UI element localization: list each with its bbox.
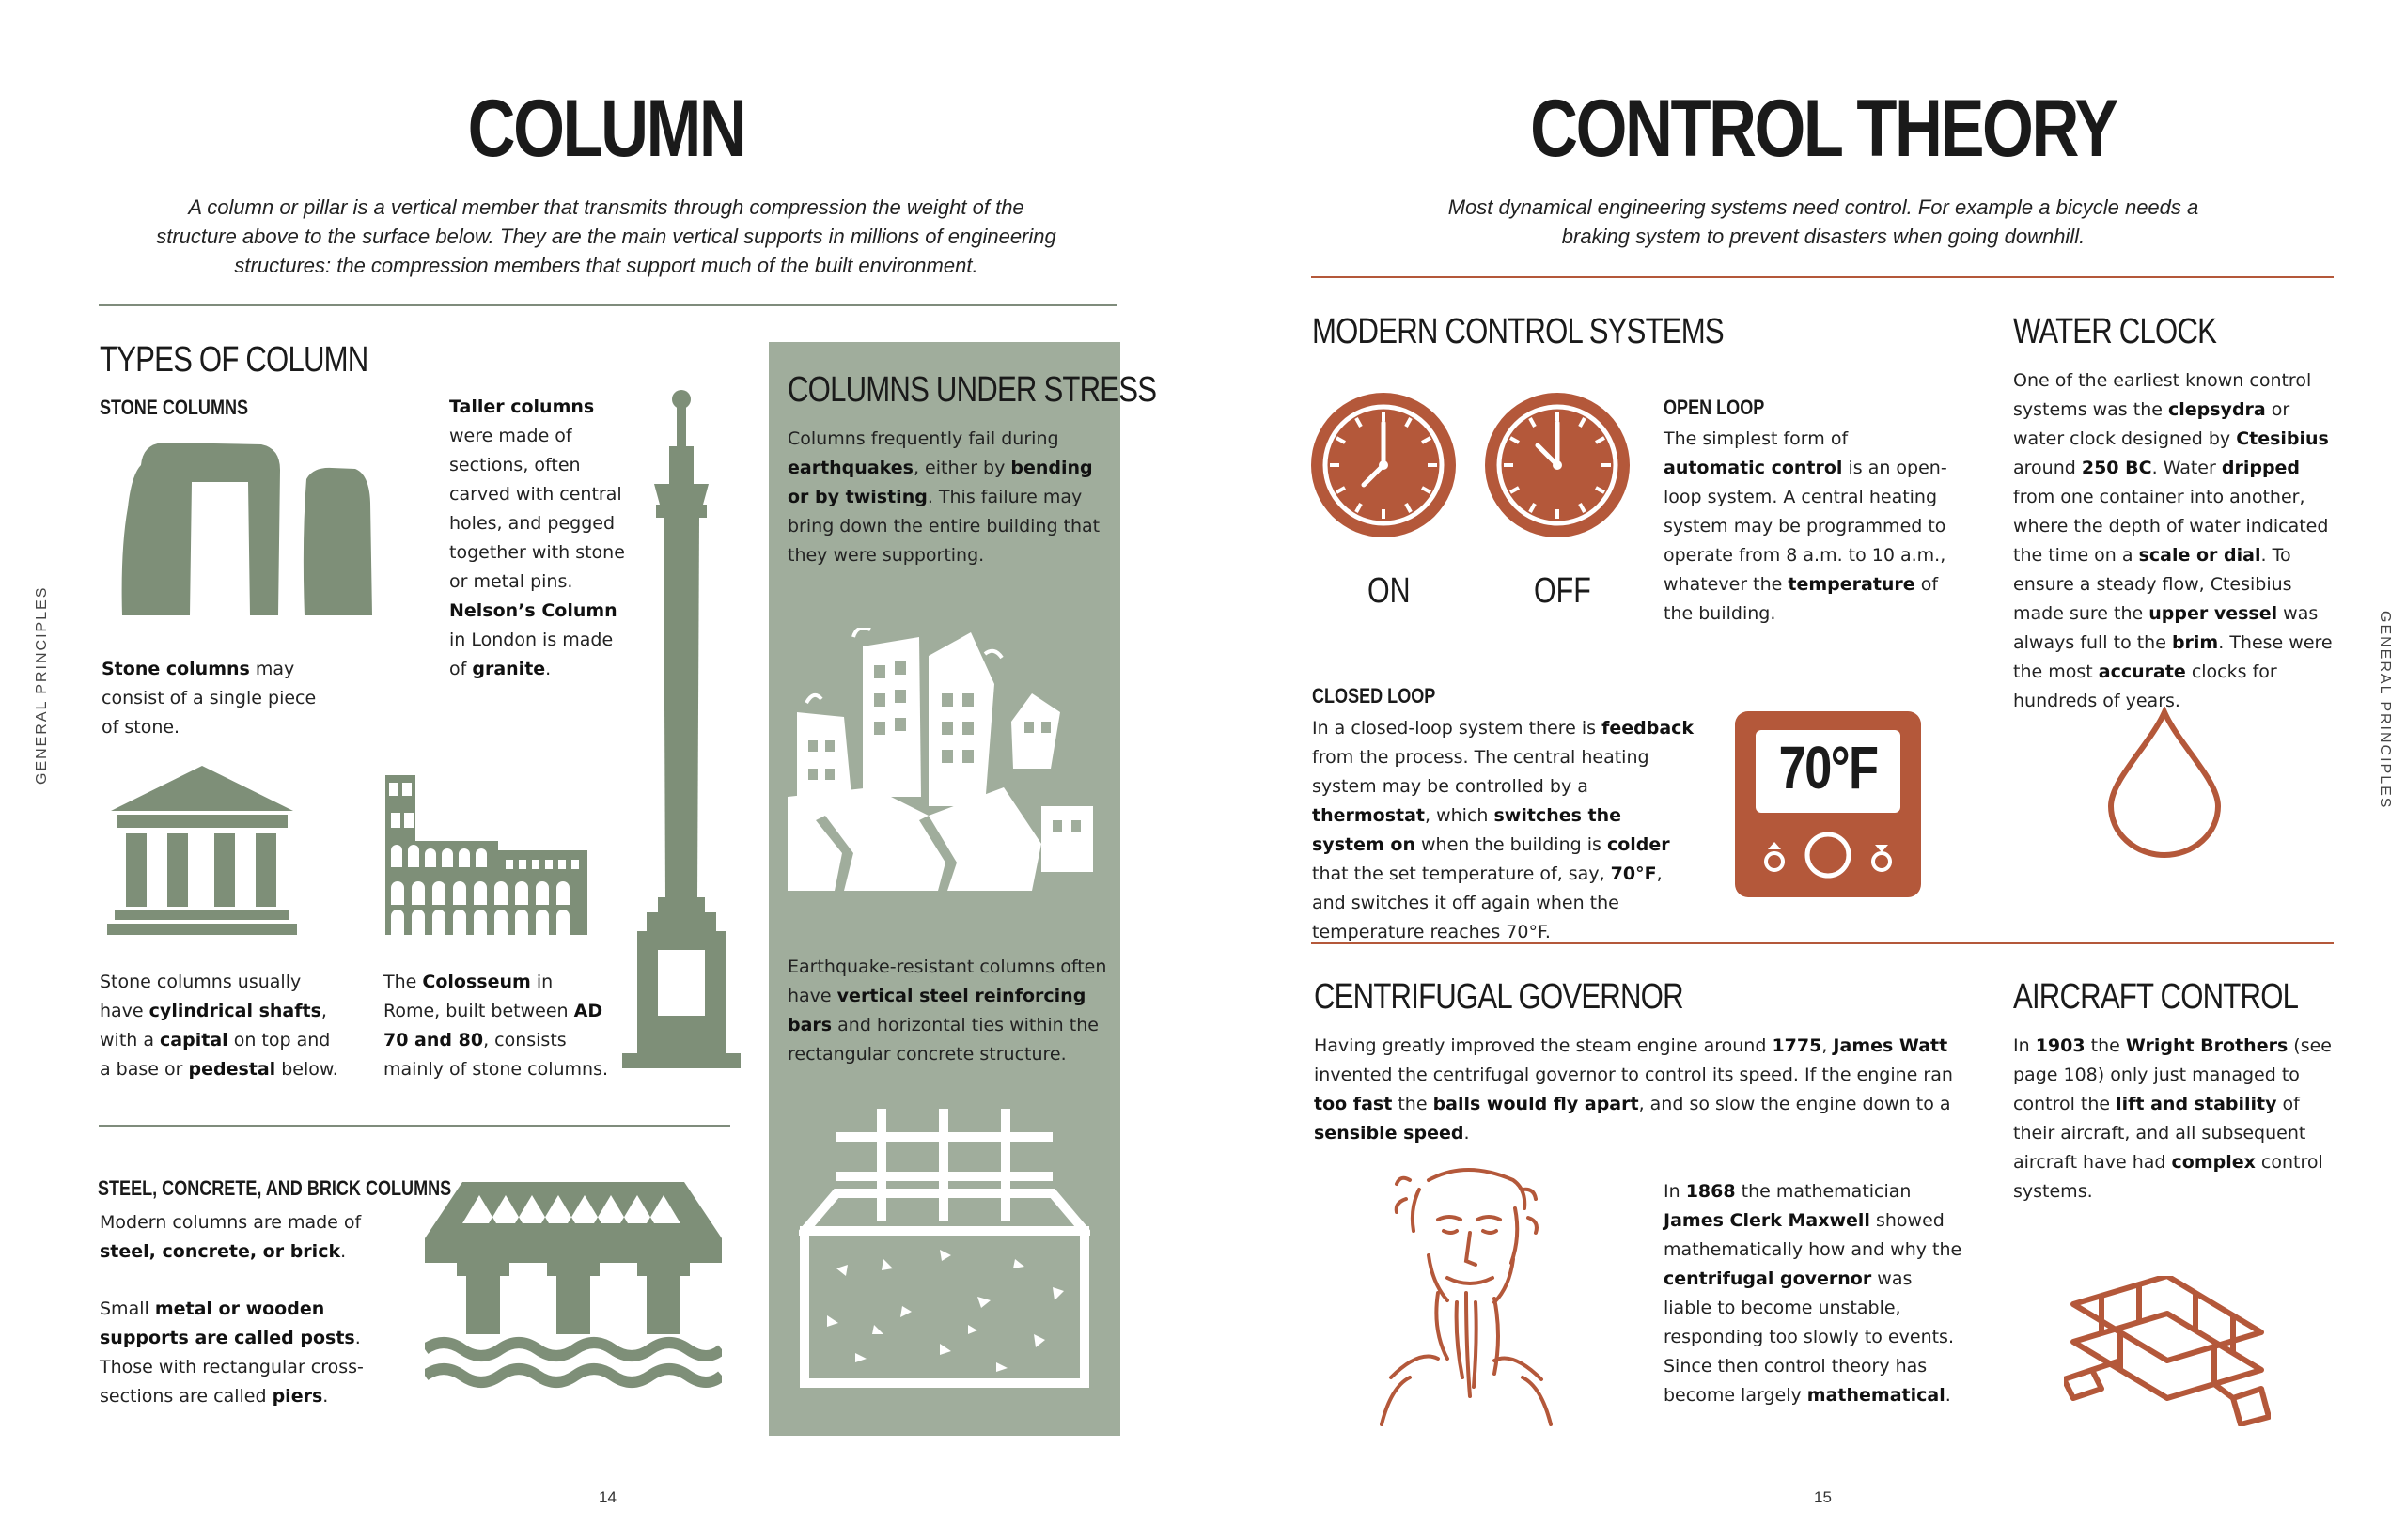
stonehenge-icon: [120, 437, 374, 625]
right-side-label: GENERAL PRINCIPLES: [2377, 611, 2393, 810]
taller-columns-text: Taller columns were made of sections, often carved with central holes, and pegged together with stone or metal pins. Nelson’s Column in London is made of granite.: [449, 397, 625, 679]
right-page-number: 15: [1814, 1488, 1832, 1506]
colosseum-icon: [385, 775, 587, 935]
maxwell-portrait-icon: [1372, 1161, 1560, 1434]
open-loop-text: The simplest form of automatic control is an open-loop system. A central heating system may be programmed to operate from 8 a.m. to 10 a.m., whatever the temperature of the building.: [1664, 428, 1947, 624]
clock-on-icon: [1311, 393, 1456, 537]
left-page-number: 14: [599, 1488, 617, 1506]
left-intro: A column or pillar is a vertical member that transmits through compression the weight of the structure above to the surface below. They are the main vertical supports in millions of engineering structures: the compression members that support much of the built environment.: [156, 195, 1056, 277]
nelsons-column-icon: [622, 390, 741, 1068]
greek-temple-icon: [105, 766, 299, 935]
water-drop-icon: [2103, 707, 2226, 859]
left-side-label: GENERAL PRINCIPLES: [34, 585, 50, 785]
columns-under-stress-heading: COLUMNS UNDER STRESS: [788, 370, 1157, 410]
reinforced-concrete-icon: [799, 1109, 1090, 1391]
closed-loop-heading: CLOSED LOOP: [1312, 684, 1436, 708]
steel-columns-heading: STEEL, CONCRETE, AND BRICK COLUMNS: [98, 1176, 452, 1200]
left-top-rule: [99, 304, 1117, 306]
stone-single-text: Stone columns may consist of a single piece of stone.: [102, 659, 317, 738]
water-clock-text: One of the earliest known control systems was the clepsydra or water clock designed by Ctesibius around 250 BC. Water dripped from one container into another, where the depth of water indicated the time on a scale or dial. To ensure a steady flow, Ctesibius made sure the upper vessel was always full to the brim. These were the most accurate clocks for hundreds of years.: [2013, 370, 2333, 711]
on-label: ON: [1367, 571, 1411, 611]
collapsing-buildings-icon: [788, 628, 1098, 891]
water-clock-heading: WATER CLOCK: [2013, 312, 2217, 351]
aircraft-control-heading: AIRCRAFT CONTROL: [2013, 977, 2299, 1017]
stone-columns-heading: STONE COLUMNS: [100, 396, 249, 419]
right-intro: Most dynamical engineering systems need control. For example a bicycle needs a braking system to prevent disasters when going downhill.: [1447, 195, 2199, 248]
open-loop-heading: OPEN LOOP: [1664, 396, 1765, 419]
left-mid-rule: [99, 1125, 730, 1127]
off-label: OFF: [1534, 571, 1591, 611]
left-page-title: COLUMN: [467, 84, 745, 174]
centrifugal-governor-heading: CENTRIFUGAL GOVERNOR: [1314, 977, 1683, 1017]
governor-text: Having greatly improved the steam engine around 1775, James Watt invented the centrifugal governor to control its speed. If the engine ran too fast the balls would fly apart, and so slow the engine down to a sensible speed.: [1314, 1035, 1953, 1143]
clock-off-icon: [1485, 393, 1630, 537]
maxwell-text: In 1868 the mathematician James Clerk Maxwell showed mathematically how and why the centrifugal governor was liable to become unstable, responding too slowly to events. Since then control theory has become largely mathematical.: [1664, 1181, 1962, 1406]
quake-resistant-text: Earthquake-resistant columns often have vertical steel reinforcing bars and horizontal ties within the rectangular concrete structure.: [788, 957, 1107, 1065]
wright-flyer-icon: [2064, 1276, 2271, 1426]
colosseum-text: The Colosseum in Rome, built between AD 70 and 80, consists mainly of stone columns.: [383, 972, 609, 1080]
stress-text: Columns frequently fail during earthquakes, either by bending or by twisting. This failure may bring down the entire building that they were supporting.: [788, 428, 1101, 566]
cylindrical-text: Stone columns usually have cylindrical shafts, with a capital on top and a base or pedestal below.: [100, 972, 338, 1080]
posts-text: Small metal or wooden supports are called posts. Those with rectangular cross-sections are called piers.: [100, 1299, 364, 1407]
steel-text: Modern columns are made of steel, concrete, or brick.: [100, 1212, 362, 1262]
modern-control-heading: MODERN CONTROL SYSTEMS: [1312, 312, 1724, 351]
right-top-rule: [1311, 276, 2334, 278]
thermostat-reading: 70°F: [1778, 734, 1878, 801]
closed-loop-text: In a closed-loop system there is feedback from the process. The central heating system may be controlled by a thermostat, which switches the system on when the building is colder that the set temperature of, say, 70°F, and switches it off again when the temperature reaches 70°F.: [1312, 718, 1695, 942]
right-mid-rule: [1311, 942, 2334, 944]
types-of-column-heading: TYPES OF COLUMN: [100, 340, 368, 380]
aircraft-text: In 1903 the Wright Brothers (see page 108) only just managed to control the lift and stability of their aircraft, and all subsequent aircraft have had complex control systems.: [2013, 1035, 2332, 1202]
right-page-title: CONTROL THEORY: [1530, 84, 2117, 174]
truss-bridge-icon: [425, 1182, 722, 1391]
